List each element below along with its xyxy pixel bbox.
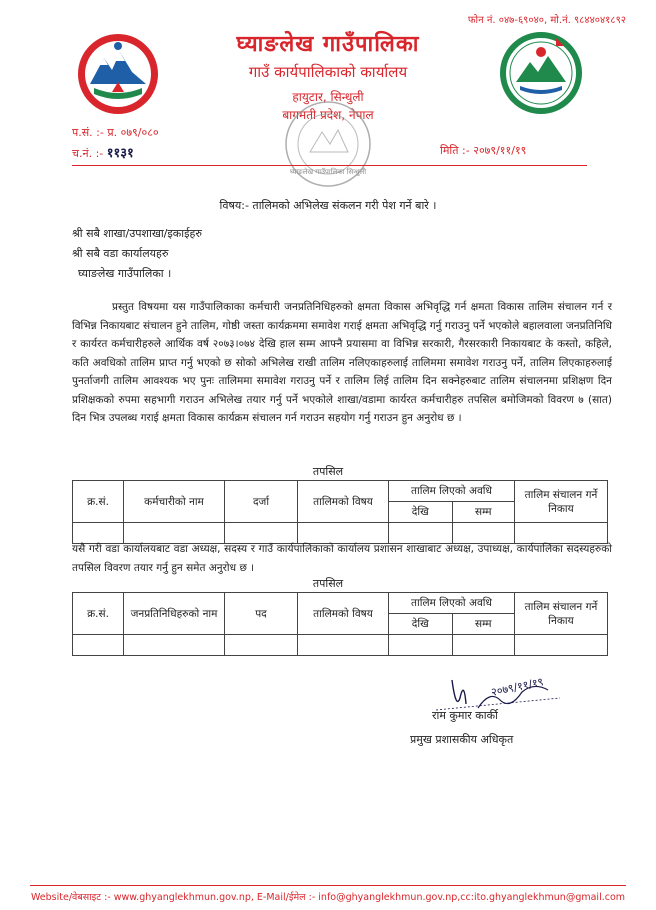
letter-subject: विषय:- तालिमको अभिलेख संकलन गरी पेश गर्ने बारे । — [219, 199, 437, 212]
col-rank: पद — [225, 593, 298, 635]
footer-divider — [30, 885, 626, 886]
dispatch-number — [72, 143, 134, 161]
office-title: घ्याङलेख गाउँपालिका — [236, 32, 420, 57]
col-name: जनप्रतिनिधिहरुको नाम — [124, 593, 225, 635]
address-line-1: हायुटार, सिन्धुली — [292, 90, 364, 104]
municipality-logo-icon — [500, 30, 582, 116]
recipient-line: श्री सबै शाखा/उपशाखा/इकाईहरु — [72, 227, 202, 240]
col-to: सम्म — [452, 614, 515, 635]
col-subject: तालिमको विषय — [298, 481, 389, 523]
col-agency: तालिम संचालन गर्ने निकाय — [515, 481, 608, 523]
reference-number — [72, 125, 159, 140]
ps-label: प.सं. :- — [72, 126, 104, 139]
col-name: कर्मचारीको नाम — [124, 481, 225, 523]
tapasil-label: तपसिल — [312, 465, 344, 478]
recipient-line: घ्याङलेख गाउँपालिका । — [78, 267, 172, 280]
header-divider — [72, 165, 587, 166]
recipient-line: श्री सबै वडा कार्यालयहरु — [72, 247, 169, 260]
cn-value: ११३१ — [106, 146, 134, 161]
date-label: मिति :- — [440, 144, 470, 157]
middle-paragraph: यसै गरी वडा कार्यालयबाट वडा अध्यक्ष, सदस्य र गाउँ कार्यपालिकाको कार्यालय प्रशासन शाखाबाट अध्यक्ष, उपाध्यक्ष, कार्यपालिका सदस्यहरुको तपसिल विवरण तयार गर्नु हुन समेत अनुरोध छ । — [72, 543, 612, 574]
staff-training-table — [72, 480, 608, 544]
tapasil-label: तपसिल — [312, 577, 344, 590]
letter-body: प्रस्तुत विषयमा यस गाउँपालिकाका कर्मचारी जनप्रतिनिधिहरुको क्षमता विकास अभिवृद्धि गर्न क्षमता विकास तालिम संचालन गर्न र विभिन्न निकायबाट संचालन हुने तालिम, गोष्ठी जस्ता कार्यक्रममा समावेश गराई क्षमता अभिवृद्धि गर्नु गराउनु पर्ने भएकोले बहालवाला जनप्रतिनिधि र कार्यरत कर्मचारीहरुले आर्थिक वर्ष २०७३।०७४ देखि हाल सम्म आफ्नै प्रयासमा वा विभिन्न सरकारी, गैरसरकारी निकायबाट के कस्तो, कहिले, कति अवधिको तालिम प्राप्त गर्नु भएको छ सोको अभिलेख राखी तालिम नलिएकाहरुलाई तालिममा समावेश गराउनु पर्ने, तालिम लिएकाहरुलाई पुनर्ताजगी तालिम आवश्यक भए पुनः तालिममा समावेश गराउनु पर्ने र तालिम लिई तालिम दिन सक्नेहरुबाट तालिम संचालनमा प्रशिक्षण दिन प्रशिक्षकको रुपमा सहभागी गराउन अभिलेख तयार गर्नु पर्ने भएकोले शाखा/वडामा कार्यरत कर्मचारीहरु तपसिल बमोजिमको विवरण ७ (सात) दिन भित्र उपलब्ध गराई क्षमता विकास कार्यक्रम संचालन गर्न गराउन सहयोग गर्नु गराउन हुन अनुरोध छ । — [72, 301, 612, 424]
cn-label: च.नं. :- — [72, 147, 104, 160]
col-agency: तालिम संचालन गर्ने निकाय — [515, 593, 608, 635]
col-to: सम्म — [452, 502, 515, 523]
col-from: देखि — [389, 502, 453, 523]
ps-value: प्र. ०७९/०८० — [107, 126, 159, 139]
col-sn: क्र.सं. — [73, 481, 124, 523]
col-from: देखि — [389, 614, 453, 635]
col-subject: तालिमको विषय — [298, 593, 389, 635]
stamp-text: घ्याङलेख गाउँपालिका सिन्धुली — [289, 168, 367, 176]
col-duration: तालिम लिएको अवधि — [389, 593, 515, 614]
phone-line: फोन नं. ०४७-६९०४०, मो.नं. ९८४४०४१८९२ — [467, 15, 626, 26]
office-subtitle: गाउँ कार्यपालिकाको कार्यालय — [248, 63, 408, 81]
address-line-2: बागमती प्रदेश, नेपाल — [282, 108, 374, 122]
date-value: २०७९/११/१९ — [473, 144, 527, 157]
signatory-name: राम कुमार कार्की — [432, 709, 498, 722]
representative-training-table — [72, 592, 608, 656]
signature-date: २०७९/११/१९ — [489, 675, 545, 699]
letter-date — [440, 143, 526, 158]
office-stamp-icon — [280, 96, 376, 192]
table-row — [73, 635, 608, 656]
footer-contact: Website/वेबसाइट :- www.ghyanglekhmun.gov.np, E-Mail/ईमेल :- info@ghyanglekhmun.gov.np,cc:ito.ghyanglekhmun@gmail.com — [30, 892, 626, 903]
col-rank: दर्जा — [225, 481, 298, 523]
col-sn: क्र.सं. — [73, 593, 124, 635]
col-duration: तालिम लिएको अवधि — [389, 481, 515, 502]
signatory-title: प्रमुख प्रशासकीय अधिकृत — [410, 733, 514, 746]
